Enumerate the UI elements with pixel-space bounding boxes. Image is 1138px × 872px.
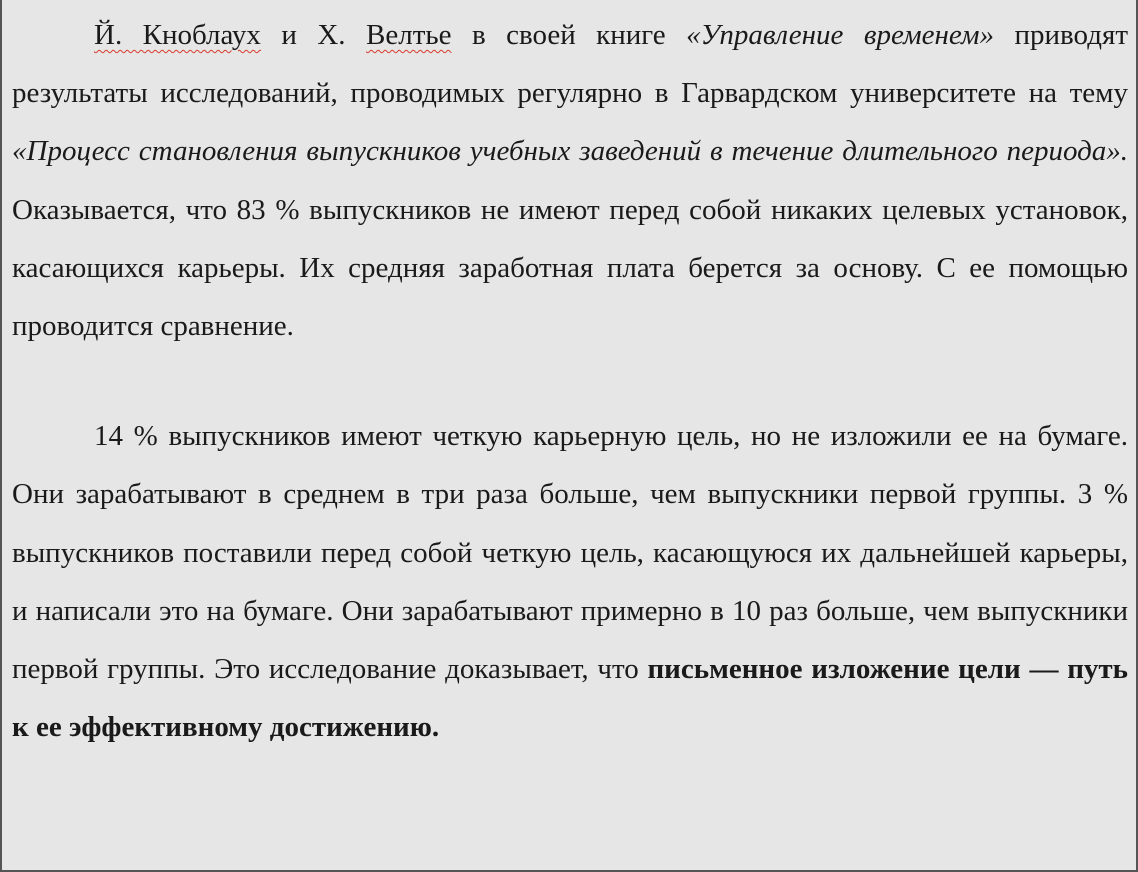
study-title: «Процесс становления выпускников учебных заведений в течение длительного периода». [12,135,1128,168]
paragraph-1-text-3: Оказывается, что 83 % выпускников не имеют перед собой никаких целевых установок, касающихся карьеры. Их средняя заработная плата берется за основу. С ее помощью проводится сравнение. [12,193,1128,343]
paragraph-1-conjunction: и Х. [260,19,367,51]
paragraph-1-text-1: в своей книге [451,19,687,51]
paragraph-1-text-2: приводят результаты исследований, проводимых регулярно в Гарвардском университете на тему [12,19,1128,110]
paragraph-2-text-1: 14 % выпускников имеют четкую карьерную цель, но не изложили ее на бумаге. Они зарабатывают в среднем в три раза больше, чем выпускники первой группы. 3 % выпускников поставили перед собой четкую цель, касающуюся их дальнейшей карьеры, и написали это на бумаге. Они зарабатывают примерно в 10 раз больше, чем выпускники первой группы. Это исследование доказывает, что [12,420,1128,686]
author-name-1: Й. Кноблаух [94,19,261,51]
author-name-2: Велтье [366,19,452,51]
paragraph-1 [12,6,1128,355]
book-title: «Управление временем» [686,19,995,51]
paragraph-2 [12,407,1128,756]
conclusion-bold: письменное изложение цели — путь к ее эффективному достижению. [12,653,1128,744]
